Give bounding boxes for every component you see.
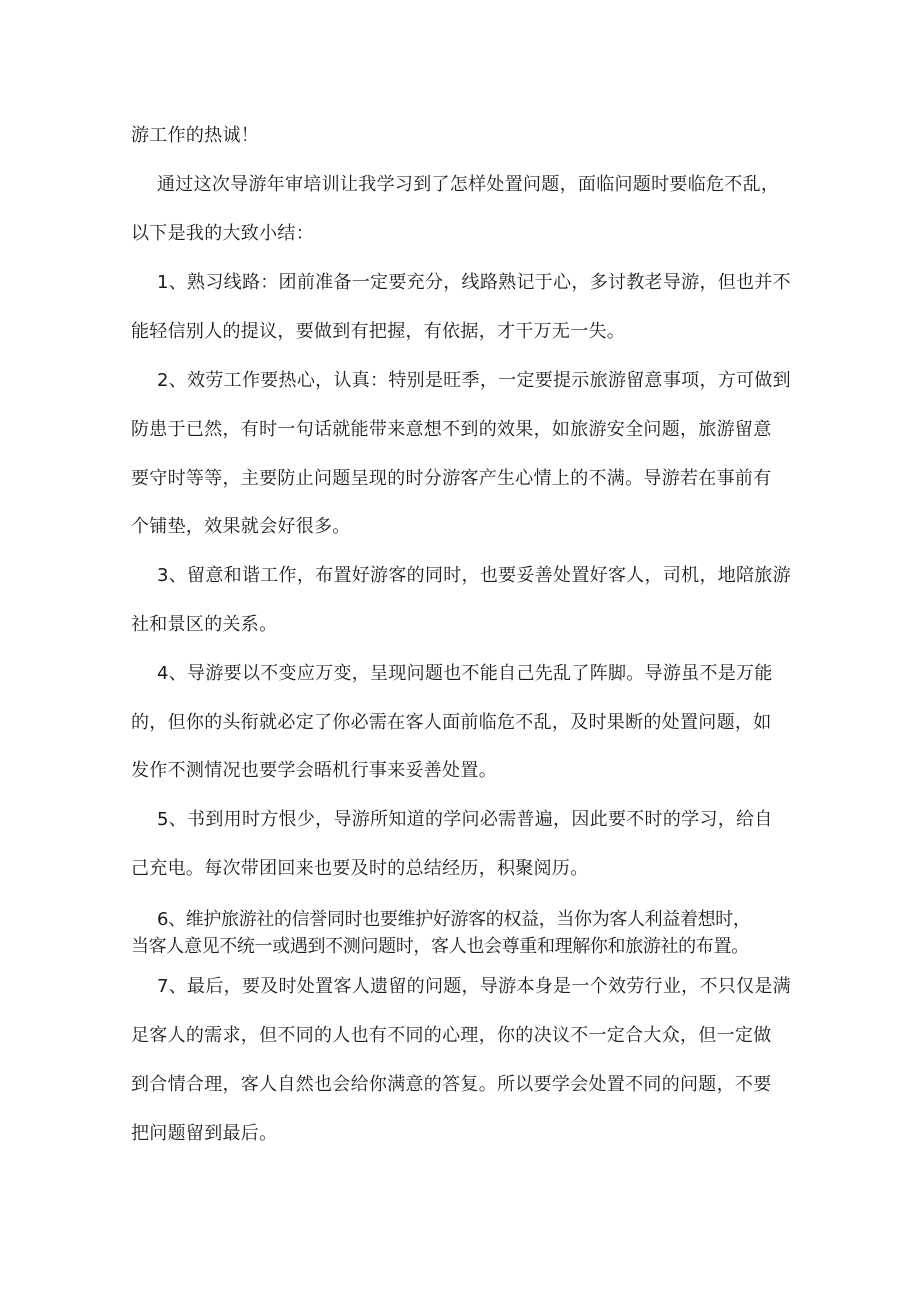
text-line: 己充电。每次带团回来也要及时的总结经历，积聚阅历。 [131, 858, 589, 879]
text-line: 当客人意见不统一或遇到不测问题时，客人也会尊重和理解你和旅游社的布置。 [131, 936, 749, 957]
text-line: 2、效劳工作要热心，认真：特别是旺季，一定要提示旅游留意事项，方可做到 [157, 370, 791, 391]
text-line: 要守时等等，主要防止问题呈现的时分游客产生心情上的不满。导游若在事前有 [131, 468, 772, 489]
text-line: 通过这次导游年审培训让我学习到了怎样处置问题，面临问题时要临危不乱， [157, 174, 780, 195]
text-line: 社和景区的关系。 [131, 614, 278, 635]
text-line: 6、维护旅游社的信誉同时也要维护好游客的权益，当你为客人利益着想时， [157, 909, 751, 930]
text-line: 1、熟习线路：团前准备一定要充分，线路熟记于心，多讨教老导游，但也并不 [157, 272, 791, 293]
text-line: 防患于已然，有时一句话就能带来意想不到的效果，如旅游安全问题，旅游留意 [131, 419, 772, 440]
text-line: 到合情合理，客人自然也会给你满意的答复。所以要学会处置不同的问题，不要 [131, 1074, 772, 1095]
text-line: 游工作的热诚！ [131, 125, 260, 146]
text-line: 的，但你的头衔就必定了你必需在客人面前临危不乱，及时果断的处置问题，如 [131, 712, 772, 733]
text-line: 个铺垫，效果就会好很多。 [131, 516, 351, 537]
text-line: 把问题留到最后。 [131, 1123, 278, 1144]
text-line: 4、导游要以不变应万变，呈现问题也不能自己先乱了阵脚。导游虽不是万能 [157, 663, 773, 684]
text-line: 以下是我的大致小结： [131, 223, 314, 244]
text-line: 发作不测情况也要学会晤机行事来妥善处置。 [131, 760, 497, 781]
text-line: 3、留意和谐工作，布置好游客的同时，也要妥善处置好客人，司机，地陪旅游 [157, 565, 791, 586]
text-line: 足客人的需求，但不同的人也有不同的心理，你的决议不一定合大众，但一定做 [131, 1025, 772, 1046]
text-line: 5、书到用时方恨少，导游所知道的学问必需普遍，因此要不时的学习，给自 [157, 809, 773, 830]
text-line: 7、最后，要及时处置客人遗留的问题，导游本身是一个效劳行业，不只仅是满 [157, 976, 791, 997]
text-line: 能轻信别人的提议，要做到有把握，有依据，才干万无一失。 [131, 321, 626, 342]
